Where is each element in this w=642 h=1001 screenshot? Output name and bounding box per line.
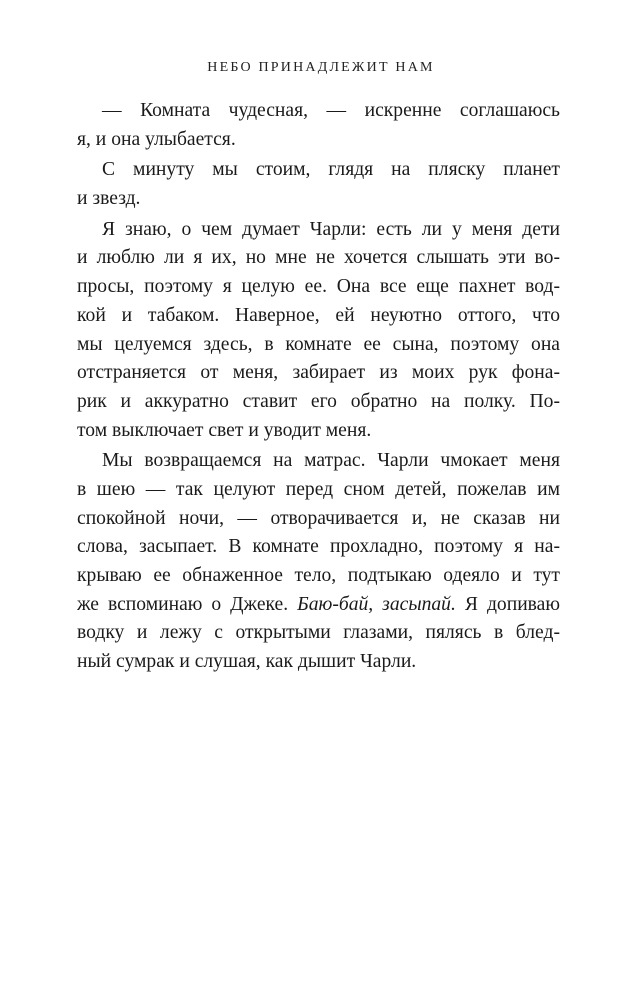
paragraph: [77, 447, 560, 677]
text-line: водку и лежу с открытыми глазами, пялясь в блед-: [77, 622, 560, 644]
text-line: Я знаю, о чем думает Чарли: есть ли у меня дети: [102, 218, 560, 240]
paragraph: [77, 216, 560, 446]
text-line: и люблю ли я их, но мне не хочется слышать эти во-: [77, 247, 560, 269]
text-line: мы целуемся здесь, в комнате ее сына, поэтому она: [77, 333, 560, 355]
text-line: крываю ее обнаженное тело, подтыкаю одеяло и тут: [77, 565, 560, 586]
text-line: Мы возвращаемся на матрас. Чарли чмокает меня: [102, 450, 560, 472]
body-text: [77, 97, 560, 677]
text-line: кой и табаком. Наверное, ей неуютно оттого, что: [77, 304, 560, 326]
text-line: спокойной ночи, — отворачивается и, не сказав ни: [77, 507, 560, 529]
text-line: ный сумрак и слушая, как дышит Чарли.: [77, 651, 417, 673]
text-line: — Комната чудесная, — искренне соглашаюсь: [102, 100, 560, 121]
text-line: просы, поэтому я целую ее. Она все еще пахнет вод-: [77, 276, 560, 298]
text-line: отстраняется от меня, забирает из моих рук фона-: [77, 362, 560, 384]
text-line: я, и она улыбается.: [77, 128, 236, 150]
text-line: и звезд.: [77, 188, 141, 210]
line-text-after: Я допиваю: [464, 593, 560, 615]
text-line: С минуту мы стоим, глядя на пляску планет: [102, 159, 560, 181]
paragraph: [77, 97, 560, 154]
text-line: слова, засыпает. В комнате прохладно, поэтому я на-: [77, 536, 560, 558]
paragraph: [77, 156, 560, 213]
line-text-before: же вспоминаю о Джеке.: [77, 593, 289, 615]
running-head: НЕБО ПРИНАДЛЕЖИТ НАМ: [207, 60, 435, 75]
text-line: в шею — так целуют перед сном детей, пожелав им: [77, 478, 560, 500]
text-line: том выключает свет и уводит меня.: [77, 419, 372, 441]
italic-phrase: Баю-бай, засыпай.: [297, 593, 456, 615]
text-line-with-italic: [77, 591, 560, 620]
text-line: рик и аккуратно ставит его обратно на полку. По-: [77, 390, 560, 412]
